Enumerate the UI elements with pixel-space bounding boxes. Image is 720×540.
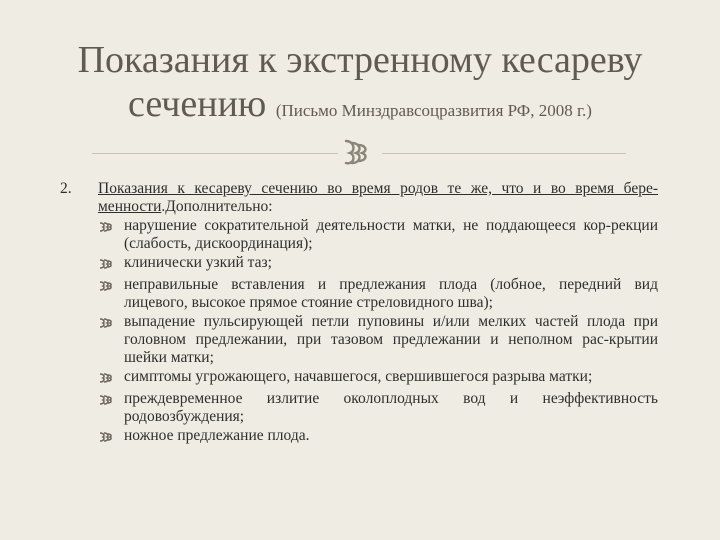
indications-list bbox=[60, 217, 658, 448]
curly-bullet-icon bbox=[98, 313, 124, 367]
list-item bbox=[98, 217, 658, 253]
list-item bbox=[98, 368, 658, 389]
slide-title bbox=[30, 38, 690, 133]
list-item bbox=[98, 254, 658, 275]
list-item bbox=[98, 276, 658, 312]
curly-bullet-icon bbox=[98, 368, 124, 389]
list-item-text: выпадение пульсирующей петли пуповины и/или мелких частей плода при головном предлежании, при тазовом предлежании и неполном рас-крытии шейки матки; bbox=[124, 313, 658, 366]
list-item-text: неправильные вставления и предлежания плода (лобное, передний вид лицевого, высокое прямое стояние стреловидного шва); bbox=[124, 276, 658, 311]
intro-underlined-text: Показания к кесареву сечению во время родов те же, что и во время бере-менности bbox=[98, 180, 658, 215]
curly-bullet-icon bbox=[98, 276, 124, 312]
list-item-text: преждевременное излитие околоплодных вод и неэффективность родовозбуждения; bbox=[124, 390, 658, 425]
title-line-1: Показания к экстренному кесареву bbox=[77, 39, 643, 81]
list-item-text: симптомы угрожающего, начавшегося, свершившегося разрыва матки; bbox=[124, 368, 593, 385]
intro-rest-text: .Дополнительно: bbox=[161, 198, 273, 215]
list-item-text: нарушение сократительной деятельности матки, не поддающееся кор-рекции (слабость, дискоординация); bbox=[124, 217, 658, 252]
content-body bbox=[60, 180, 658, 448]
title-line-2 bbox=[30, 82, 690, 133]
title-subtitle: (Письмо Минздравсоцразвития РФ, 2008 г.) bbox=[275, 101, 592, 120]
ornament-icon bbox=[338, 137, 382, 167]
intro-text bbox=[98, 180, 658, 216]
curly-bullet-icon bbox=[98, 254, 124, 275]
list-item bbox=[98, 313, 658, 367]
list-number: 2. bbox=[60, 180, 72, 197]
list-item bbox=[98, 427, 658, 448]
list-item bbox=[98, 390, 658, 426]
list-item-text: ножное предлежание плода. bbox=[124, 427, 310, 444]
curly-bullet-icon bbox=[98, 390, 124, 426]
intro-paragraph bbox=[60, 180, 658, 216]
title-word: сечению bbox=[128, 83, 267, 125]
curly-bullet-icon bbox=[98, 217, 124, 253]
curly-bullet-icon bbox=[98, 427, 124, 448]
list-item-text: клинически узкий таз; bbox=[124, 254, 272, 271]
